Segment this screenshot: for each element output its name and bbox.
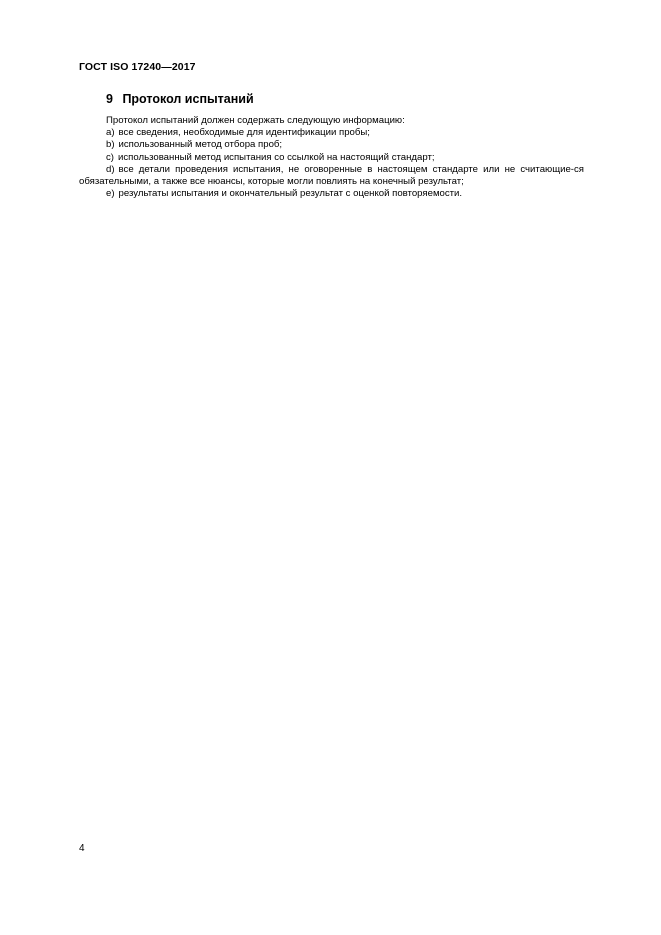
list-item-text: использованный метод отбора проб; [118,139,283,151]
page-header: ГОСТ ISO 17240—2017 [79,61,196,73]
list-item-letter: c) [106,151,114,163]
section-heading [106,92,584,106]
page-number: 4 [79,843,85,854]
section-title: Протокол испытаний [122,92,254,106]
list-item-letter: e) [106,188,115,200]
list-item-letter: b) [106,139,115,151]
section-9 [79,92,584,200]
intro-paragraph: Протокол испытаний должен содержать следующую информацию: [106,115,405,126]
list-item-text: все детали проведения испытания, не оговоренные в настоящем стандарте или не считающие-ся обязательными, а также все нюансы, которые могли повлиять на конечный результат; [79,163,584,188]
list-item-a [79,127,584,139]
list-item-letter: d) [106,163,115,175]
list-item-letter: a) [106,127,115,139]
list-item-c [79,152,584,164]
section-number: 9 [106,92,113,106]
list-item-b [79,139,584,151]
list-item-text: результаты испытания и окончательный результат с оценкой повторяемости. [118,188,463,200]
list-item-e [79,188,584,200]
list-item-d [79,164,584,188]
list-item-text: использованный метод испытания со ссылкой на настоящий стандарт; [118,151,435,163]
list-item-text: все сведения, необходимые для идентификации пробы; [118,127,370,139]
section-body [79,115,584,200]
